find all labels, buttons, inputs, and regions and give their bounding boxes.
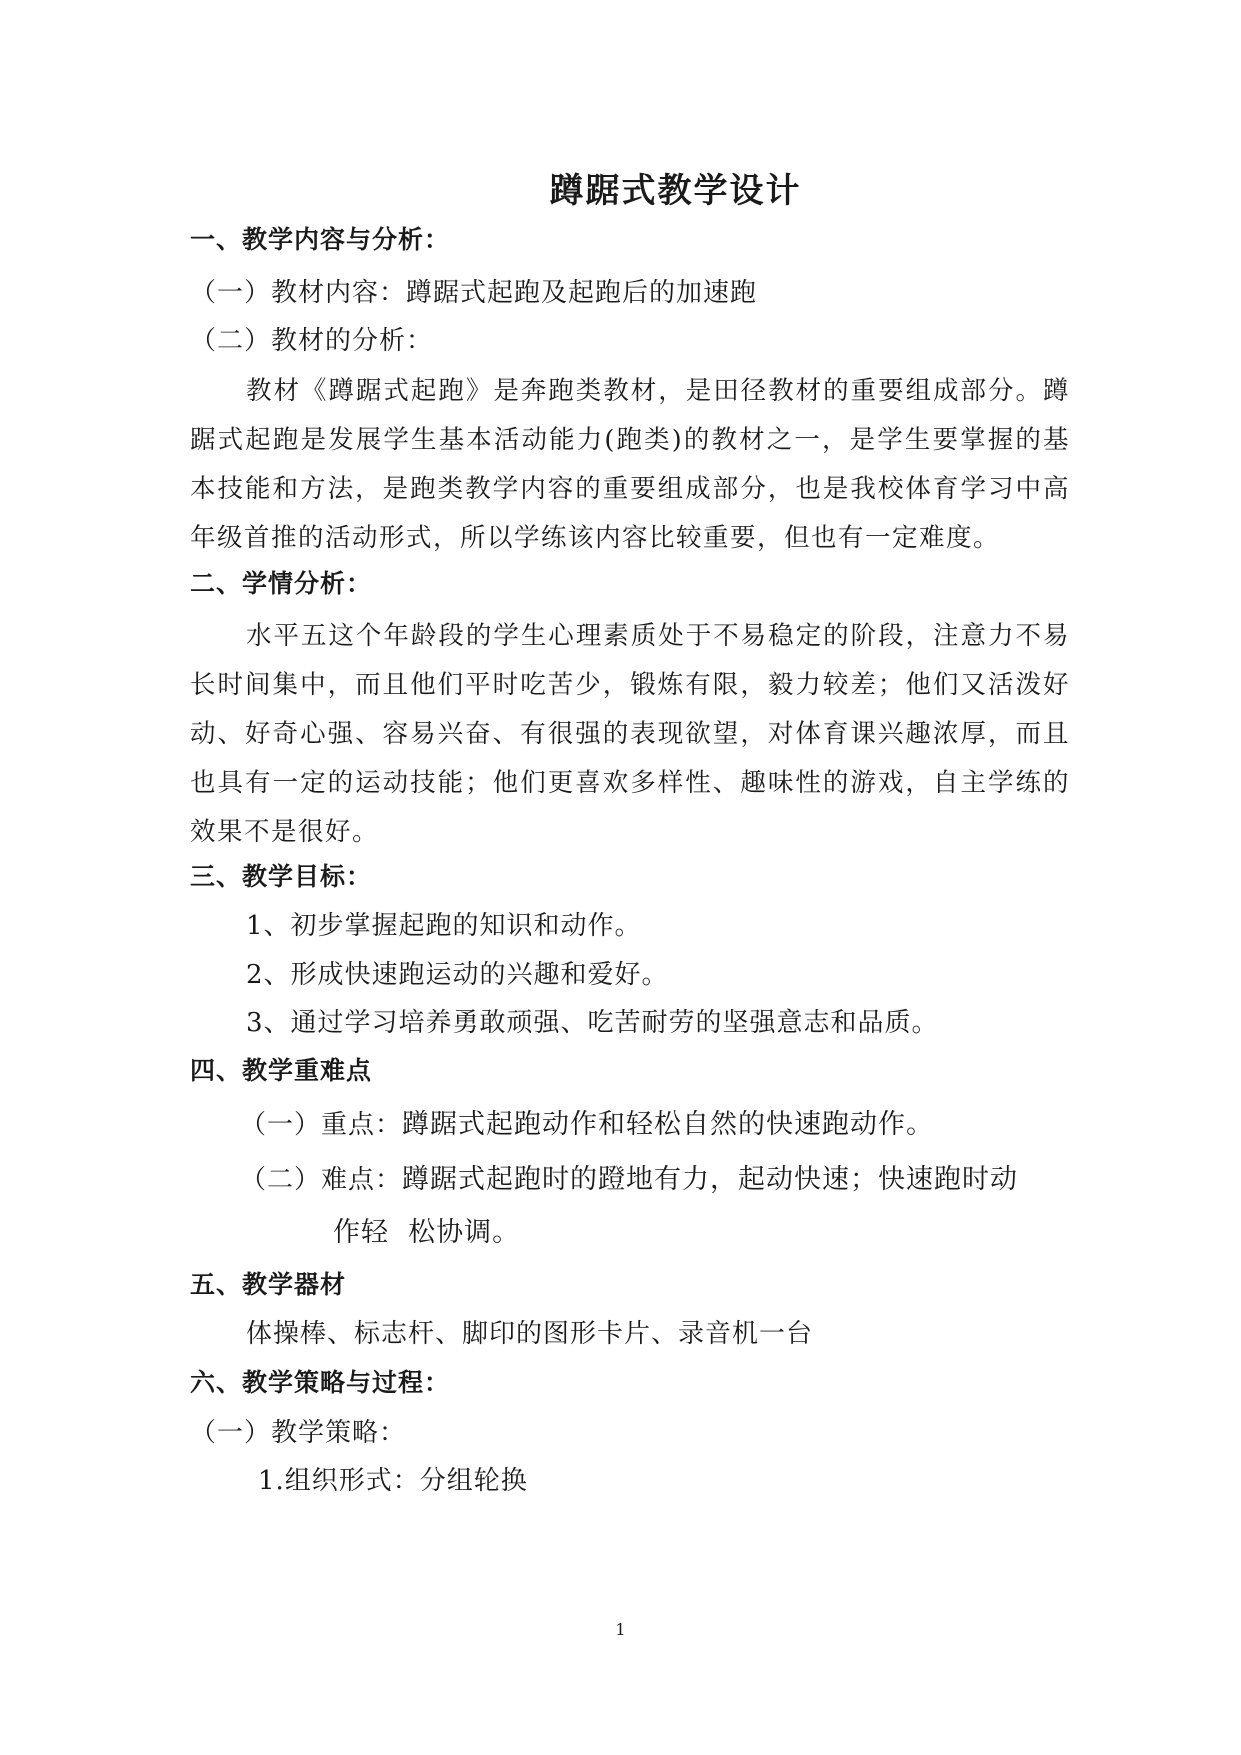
section2-heading: 二、学情分析： [190, 569, 373, 598]
key-point-text: 蹲踞式起跑动作和轻松自然的快速跑动作。 [402, 1109, 935, 1140]
section4-heading: 四、教学重难点 [190, 1056, 373, 1085]
section6-heading: 六、教学策略与过程： [190, 1368, 451, 1397]
page-number: 1 [615, 1620, 626, 1639]
section2-paragraph: 水平五这个年龄段的学生心理素质处于不易稳定的阶段，注意力不易长时间集中，而且他们平时吃苦少，锻炼有限，毅力较差；他们又活泼好动、好奇心强、容易兴奋、有很强的表现欲望，对体育课兴趣浓厚，而且也具有一定的运动技能；他们更喜欢多样性、趣味性的游戏，自主学练的效果不是很好。 [190, 621, 1070, 847]
goal-1: 1、初步掌握起跑的知识和动作。 [246, 911, 642, 941]
section1-item2: （二）教材的分析： [190, 326, 434, 356]
difficulty-label: （二）难点： [240, 1165, 403, 1195]
section6-item1: （一）教学策略： [190, 1418, 407, 1448]
equipment-list: 体操棒、标志杆、脚印的图形卡片、录音机一台 [246, 1319, 814, 1349]
section1-heading: 一、教学内容与分析： [190, 225, 451, 254]
difficulty-point [240, 1165, 1018, 1195]
key-point-label: （一）重点： [240, 1110, 403, 1140]
section6-subitem1: 1.组织形式：分组轮换 [258, 1466, 528, 1496]
section5-heading: 五、教学器材 [190, 1270, 347, 1299]
difficulty-text-line1: 蹲踞式起跑时的蹬地有力，起动快速；快速跑时动 [402, 1164, 1019, 1195]
section1-item1: （一）教材内容：蹲踞式起跑及起跑后的加速跑 [190, 278, 758, 308]
document-title: 蹲踞式教学设计 [549, 171, 802, 211]
difficulty-text-line2: 作轻 松协调。 [333, 1217, 521, 1248]
section3-heading: 三、教学目标： [190, 862, 373, 891]
goal-2: 2、形成快速跑运动的兴趣和爱好。 [246, 960, 669, 990]
key-point [240, 1110, 934, 1140]
section1-paragraph: 教材《蹲踞式起跑》是奔跑类教材，是田径教材的重要组成部分。蹲踞式起跑是发展学生基本活动能力(跑类)的教材之一，是学生要掌握的基本技能和方法，是跑类教学内容的重要组成部分，也是我校体育学习中高年级首推的活动形式，所以学练该内容比较重要，但也有一定难度。 [190, 376, 1070, 553]
goal-3: 3、通过学习培养勇敢顽强、吃苦耐劳的坚强意志和品质。 [246, 1008, 939, 1038]
